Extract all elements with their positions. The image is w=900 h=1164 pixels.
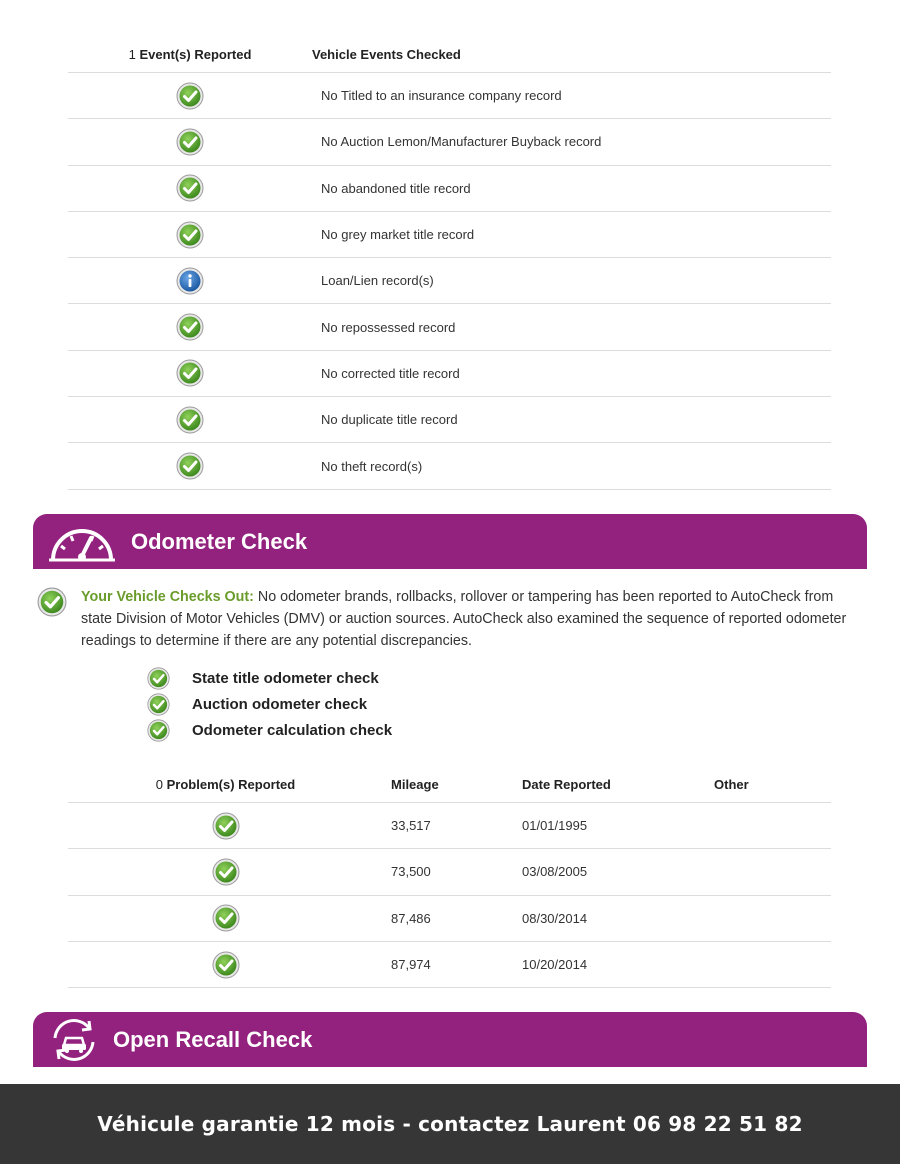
event-description: No Titled to an insurance company record bbox=[321, 88, 562, 104]
event-status-cell bbox=[68, 174, 312, 202]
checklist-item-label: State title odometer check bbox=[192, 669, 379, 687]
event-status-cell bbox=[68, 267, 312, 295]
date-reported-value: 08/30/2014 bbox=[522, 910, 588, 926]
check-icon bbox=[176, 359, 204, 387]
event-row bbox=[68, 212, 831, 258]
event-description: Loan/Lien record(s) bbox=[321, 273, 434, 289]
mileage-value: 87,486 bbox=[391, 910, 431, 926]
odometer-row bbox=[68, 942, 831, 988]
event-description: No Auction Lemon/Manufacturer Buyback record bbox=[321, 134, 602, 150]
event-description: No theft record(s) bbox=[321, 458, 423, 474]
problems-count: 0 bbox=[155, 777, 164, 792]
date-reported-value: 03/08/2005 bbox=[522, 864, 588, 880]
odometer-checklist bbox=[147, 665, 392, 743]
odometer-status-cell bbox=[68, 904, 383, 932]
checklist-item-label: Odometer calculation check bbox=[192, 721, 393, 739]
event-row bbox=[68, 258, 831, 304]
odometer-table-header bbox=[68, 767, 831, 803]
events-checked-header: Vehicle Events Checked bbox=[312, 46, 461, 62]
check-icon bbox=[176, 452, 204, 480]
problems-count-header bbox=[68, 777, 383, 792]
odometer-row bbox=[68, 803, 831, 849]
check-icon bbox=[176, 221, 204, 249]
footer-text: Véhicule garantie 12 mois - contactez Laurent 06 98 22 51 82 bbox=[97, 1112, 803, 1136]
odometer-status-cell bbox=[68, 858, 383, 886]
event-row bbox=[68, 397, 831, 443]
problems-count-label: Problem(s) Reported bbox=[166, 777, 296, 792]
checklist-item bbox=[147, 665, 392, 691]
event-row bbox=[68, 73, 831, 119]
check-icon bbox=[176, 313, 204, 341]
events-count-header bbox=[68, 47, 312, 62]
open-recall-check-banner bbox=[33, 1012, 867, 1067]
event-status-cell bbox=[68, 359, 312, 387]
odometer-check-title: Odometer Check bbox=[131, 528, 308, 554]
checklist-item bbox=[147, 717, 392, 743]
check-icon bbox=[176, 82, 204, 110]
event-row bbox=[68, 351, 831, 397]
check-icon bbox=[212, 812, 240, 840]
odometer-check-banner bbox=[33, 514, 867, 569]
date-reported-header: Date Reported bbox=[522, 777, 611, 792]
checklist-item bbox=[147, 691, 392, 717]
date-reported-value: 01/01/1995 bbox=[522, 818, 588, 834]
open-recall-check-title: Open Recall Check bbox=[113, 1026, 313, 1052]
check-icon bbox=[147, 719, 170, 742]
other-header: Other bbox=[714, 777, 749, 792]
odometer-status-cell bbox=[68, 812, 383, 840]
event-row bbox=[68, 304, 831, 350]
check-icon bbox=[212, 858, 240, 886]
car-recall-icon bbox=[47, 1018, 101, 1062]
event-status-cell bbox=[68, 452, 312, 480]
event-status-cell bbox=[68, 221, 312, 249]
check-icon bbox=[212, 951, 240, 979]
odometer-summary bbox=[81, 586, 861, 652]
odometer-row bbox=[68, 896, 831, 942]
check-icon bbox=[212, 904, 240, 932]
vehicle-events-table bbox=[68, 36, 831, 490]
mileage-header: Mileage bbox=[391, 777, 439, 792]
info-icon bbox=[176, 267, 204, 295]
check-icon bbox=[176, 128, 204, 156]
event-row bbox=[68, 443, 831, 489]
odometer-readings-table bbox=[68, 767, 831, 988]
mileage-value: 33,517 bbox=[391, 818, 431, 834]
odometer-row bbox=[68, 849, 831, 895]
check-icon bbox=[147, 693, 170, 716]
date-reported-value: 10/20/2014 bbox=[522, 957, 588, 973]
events-table-header bbox=[68, 36, 831, 73]
footer-banner bbox=[0, 1084, 900, 1164]
event-status-cell bbox=[68, 82, 312, 110]
event-status-cell bbox=[68, 313, 312, 341]
check-icon bbox=[176, 174, 204, 202]
event-description: No corrected title record bbox=[321, 365, 460, 381]
check-icon bbox=[176, 406, 204, 434]
check-icon bbox=[147, 667, 170, 690]
odometer-summary-text: No odometer brands, rollbacks, rollover or tampering has been reported to AutoCheck from state Division of Motor Vehicles (DMV) or auction sources. AutoCheck also examined the sequence of reported odometer readings to determine if there are any potential discrepancies. bbox=[81, 589, 847, 649]
mileage-value: 87,974 bbox=[391, 957, 431, 973]
event-status-cell bbox=[68, 128, 312, 156]
event-description: No repossessed record bbox=[321, 319, 456, 335]
event-description: No abandoned title record bbox=[321, 180, 471, 196]
mileage-value: 73,500 bbox=[391, 864, 431, 880]
event-description: No grey market title record bbox=[321, 227, 475, 243]
odometer-status-cell bbox=[68, 951, 383, 979]
events-count: 1 bbox=[128, 46, 136, 62]
speedometer-icon bbox=[47, 520, 117, 564]
event-status-cell bbox=[68, 406, 312, 434]
odometer-summary-lead: Your Vehicle Checks Out: bbox=[81, 589, 254, 605]
event-row bbox=[68, 166, 831, 212]
event-row bbox=[68, 119, 831, 165]
event-description: No duplicate title record bbox=[321, 412, 458, 428]
checklist-item-label: Auction odometer check bbox=[192, 695, 368, 713]
check-icon bbox=[37, 587, 67, 617]
events-count-label: Event(s) Reported bbox=[139, 46, 252, 62]
